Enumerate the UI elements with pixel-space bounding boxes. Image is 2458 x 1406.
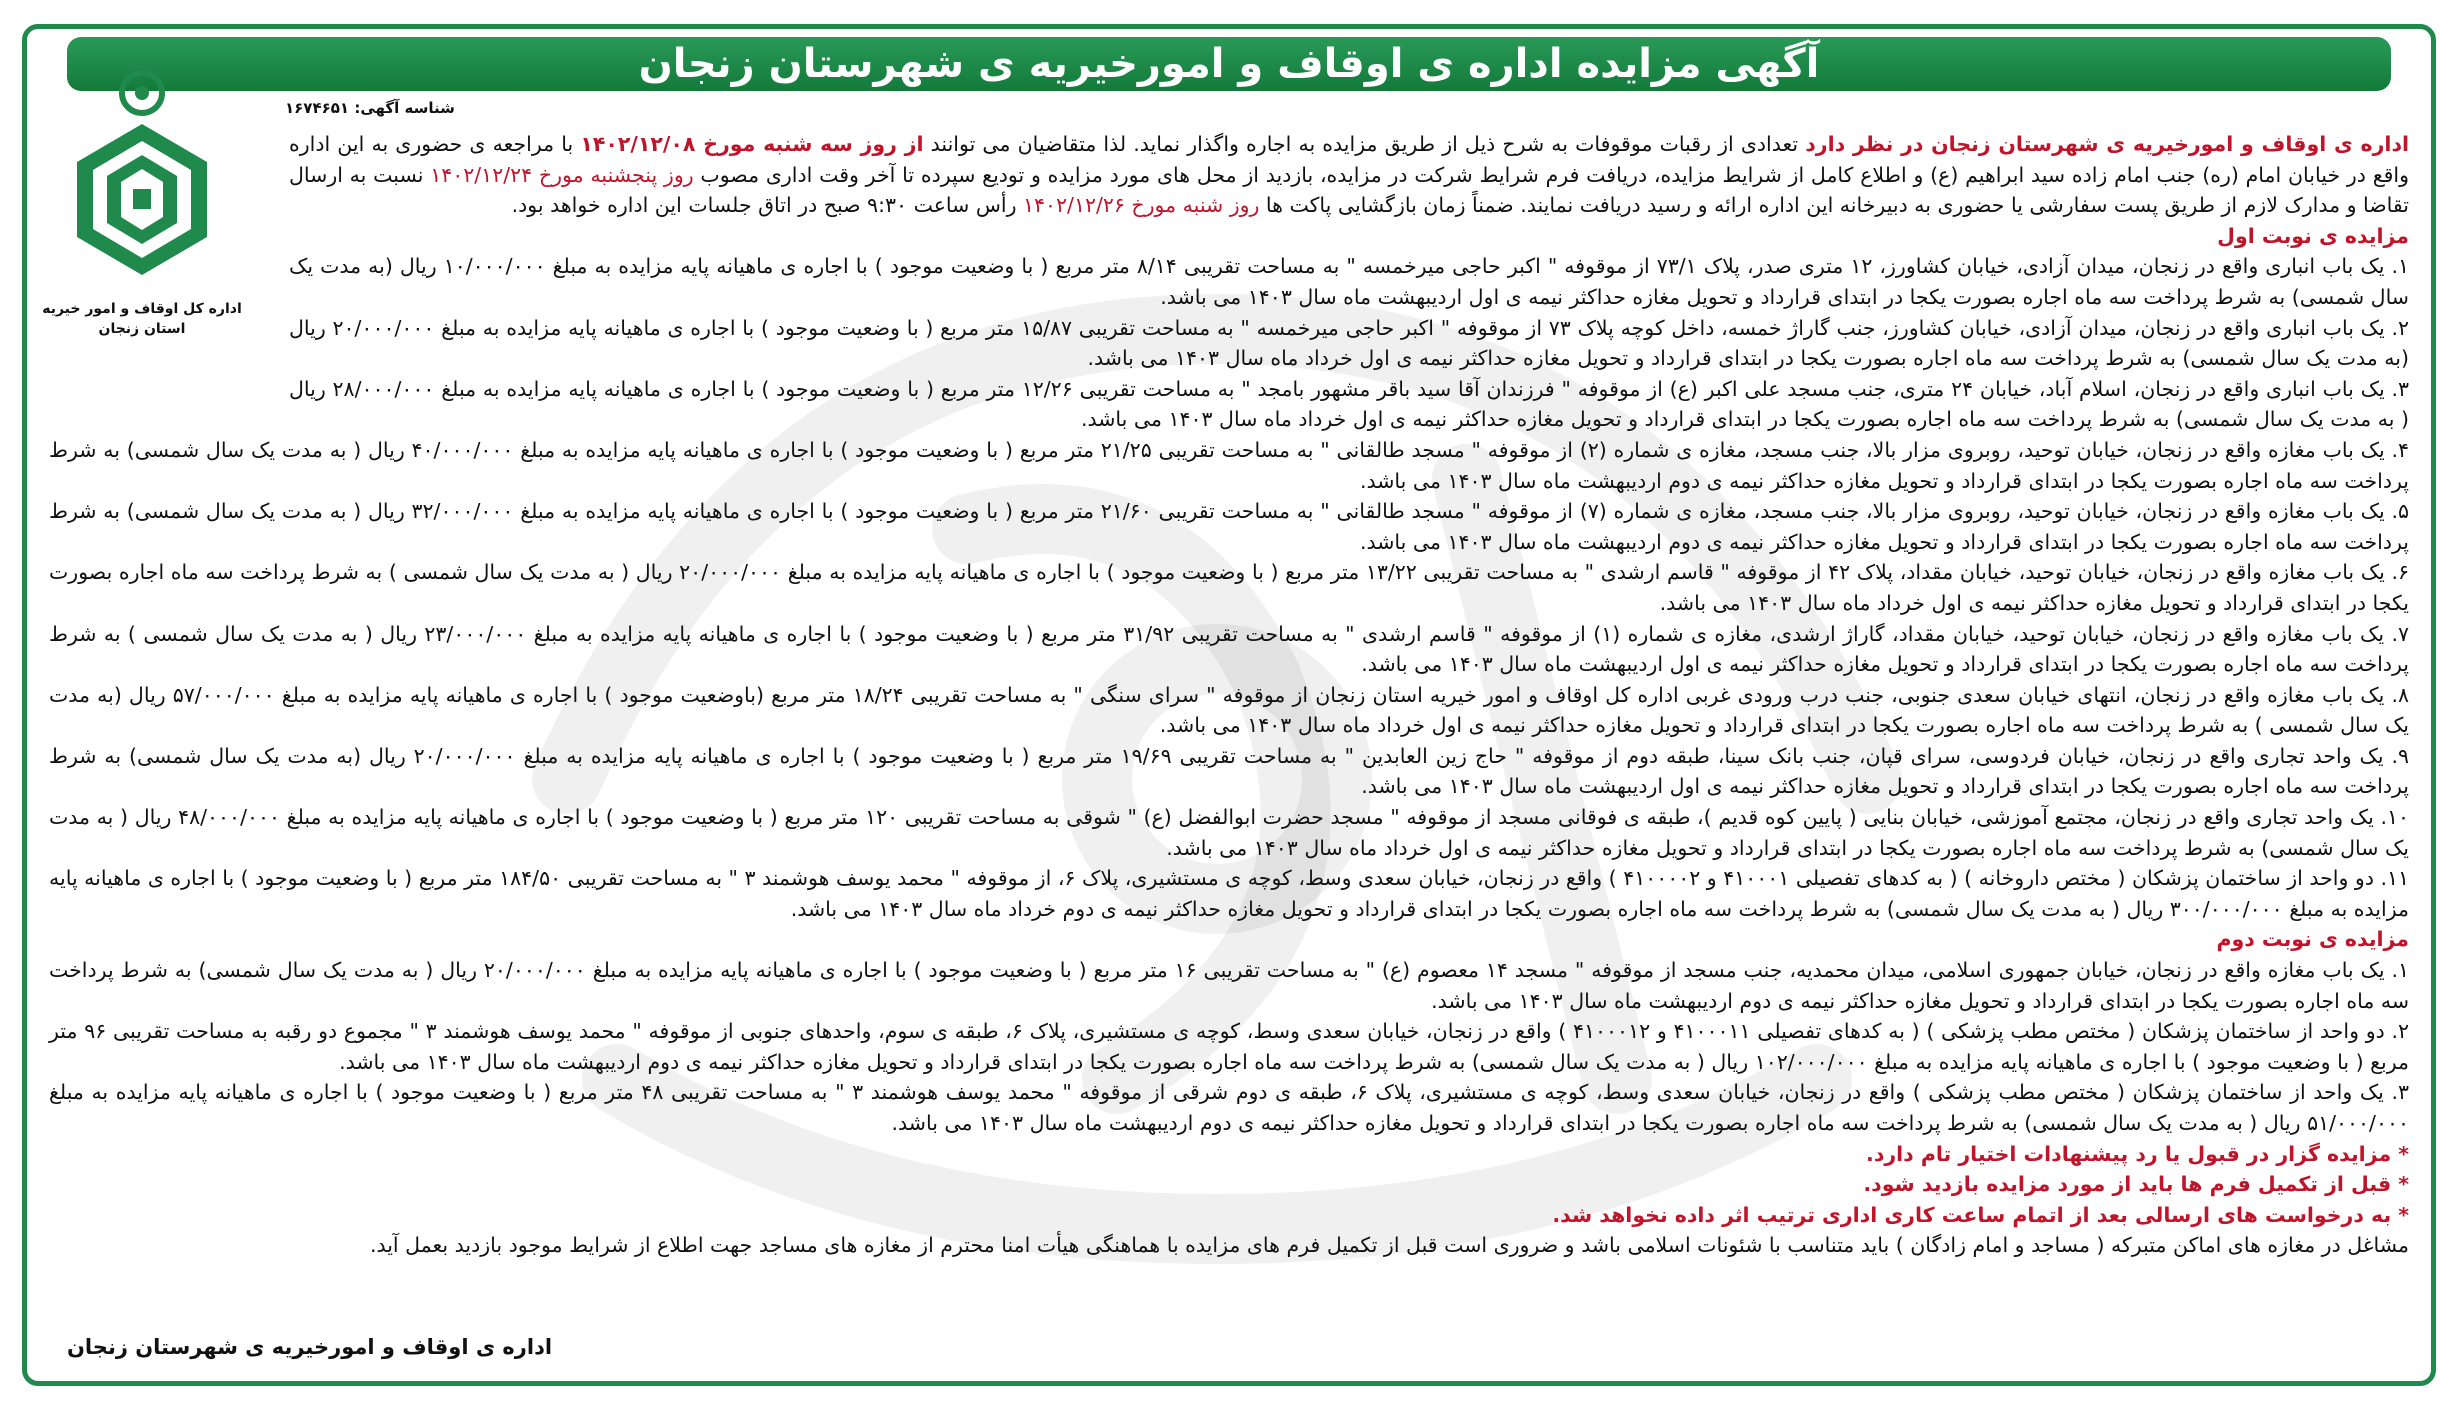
round-1-item: ۴. یک باب مغازه واقع در زنجان، خیابان توحید، روبروی مزار بالا، جنب مسجد، مغازه ی شماره (۲) از موقوفه " مسجد طالقانی " به مساحت تقریبی ۲۱/۲۵ متر مربع ( با وضعیت موجود ) با اجاره ی ماهیانه پایه مزایده به مبلغ ۴۰/۰۰۰/۰۰۰ ریال ( به مدت یک سال شمسی) به شرط پرداخت سه ماه اجاره بصورت یکجا در ابتدای قرارداد و تحویل مغازه حداکثر نیمه ی دوم اردیبهشت ماه سال ۱۴۰۳ می باشد. (49, 437, 2409, 493)
intro-start-date: از روز سه شنبه مورخ ۱۴۰۲/۱۲/۰۸ (580, 132, 924, 156)
ad-title-banner (67, 37, 2391, 91)
ad-frame (22, 24, 2436, 1386)
round-1-item: ۷. یک باب مغازه واقع در زنجان، خیابان توحید، خیابان مقداد، گاراژ ارشدی، مغازه ی شماره (۱) از موقوفه " قاسم ارشدی " به مساحت تقریبی ۳۱/۹۲ متر مربع ( با وضعیت موجود ) با اجاره ی ماهیانه پایه مزایده به مبلغ ۲۳/۰۰۰/۰۰۰ ریال ( به مدت یک سال شمسی ) به شرط پرداخت سه ماه اجاره بصورت یکجا در ابتدای قرارداد و تحویل مغازه حداکثر نیمه ی اول اردیبهشت ماه سال ۱۴۰۳ می باشد. (49, 621, 2409, 677)
intro-paragraph: اداره ی اوقاف و امورخیریه ی شهرستان زنجان در نظر دارد تعدادی از رقبات موقوفات به شرح ذیل از طریق مزایده به اجاره واگذار نماید. لذا متقاضیان می توانند از روز سه شنبه مورخ ۱۴۰۲/۱۲/۰۸ با مراجعه ی حضوری به این اداره واقع در خیابان امام (ره) جنب امام زاده سید ابراهیم (ع) و اطلاع کامل از شرایط مزایده، دریافت فرم شرایط شرکت در مزایده، بازدید از محل های مورد مزایده و تودیع سپرده تا آخر وقت اداری مصوب روز پنجشنبه مورخ ۱۴۰۲/۱۲/۲۴ نسبت به ارسال تقاضا و مدارک لازم از طریق پست سفارشی یا حضوری به دبیرخانه این اداره ارائه و رسید دریافت نمایند. ضمناً زمان بازگشایی پاکت ها روز شنبه مورخ ۱۴۰۲/۱۲/۲۶ رأس ساعت ۹:۳۰ صبح در اتاق جلسات این اداره خواهد بود. (289, 132, 2410, 218)
round-1-item: ۸. یک باب مغازه واقع در زنجان، انتهای خیابان سعدی جنوبی، جنب درب ورودی غربی اداره کل اوقاف و امور خیریه استان زنجان از موقوفه " سرای سنگی " به مساحت تقریبی ۱۸/۲۴ متر مربع (باوضعیت موجود ) با اجاره ی ماهیانه پایه مزایده به مبلغ ۵۷/۰۰۰/۰۰۰ ریال (به مدت یک سال شمسی ) به شرط پرداخت سه ماه اجاره بصورت یکجا در ابتدای قرارداد و تحویل مغازه حداکثر نیمه ی اول خرداد ماه سال ۱۴۰۳ می باشد. (49, 682, 2409, 738)
round-1-item: ۱۱. دو واحد از ساختمان پزشکان ( مختص داروخانه ) ( به کدهای تفصیلی ۴۱۰۰۰۱ و ۴۱۰۰۰۰۲ ) واقع در زنجان، خیابان سعدی وسط، کوچه ی مستشیری، پلاک ۶، از موقوفه " محمد یوسف هوشمند ۳ " به مساحت تقریبی ۱۸۴/۵۰ متر مربع ( با وضعیت موجود ) با اجاره ی ماهیانه پایه مزایده به مبلغ ۳۰۰/۰۰۰/۰۰۰ ریال ( به مدت یک سال شمسی) به شرط پرداخت سه ماه اجاره بصورت یکجا در ابتدای قرارداد و تحویل مغازه حداکثر نیمه ی دوم خرداد ماه سال ۱۴۰۳ می باشد. (49, 866, 2410, 921)
logo-caption-line-2: استان زنجان (98, 321, 186, 337)
intro-opening-date: روز شنبه مورخ ۱۴۰۲/۱۲/۲۶ (1023, 193, 1260, 218)
ad-id: شناسه آگهی: ۱۶۷۴۶۵۱ (285, 99, 455, 117)
intro-org: اداره ی اوقاف و امورخیریه ی شهرستان زنجان در نظر دارد (1805, 132, 2410, 156)
logo-caption-line-1: اداره کل اوقاف و امور خیریه (42, 301, 242, 317)
round-1-item: ۵. یک باب مغازه واقع در زنجان، خیابان توحید، روبروی مزار بالا، جنب مسجد، مغازه ی شماره (۷) از موقوفه " مسجد طالقانی " به مساحت تقریبی ۲۱/۶۰ متر مربع ( با وضعیت موجود ) با اجاره ی ماهیانه پایه مزایده به مبلغ ۳۲/۰۰۰/۰۰۰ ریال ( به مدت یک سال شمسی) به شرط پرداخت سه ماه اجاره بصورت یکجا در ابتدای قرارداد و تحویل مغازه حداکثر نیمه ی دوم اردیبهشت ماه سال ۱۴۰۳ می باشد. (49, 499, 2409, 554)
ad-title: آگهی مزایده اداره ی اوقاف و امورخیریه ی شهرستان زنجان (638, 41, 1820, 87)
note: * به درخواست های ارسالی بعد از اتمام ساعت کاری اداری ترتیب اثر داده نخواهد شد. (1552, 1202, 2409, 1227)
round-2-item: ۳. یک واحد از ساختمان پزشکان ( مختص مطب پزشکی ) واقع در زنجان، خیابان سعدی وسط، کوچه ی مستشیری، پلاک ۶، طبقه ی دوم شرقی از موقوفه " محمد یوسف هوشمند ۳ " به مساحت تقریبی ۴۸ متر مربع ( با وضعیت موجود ) با اجاره ی ماهیانه پایه مزایده به مبلغ ۵۱/۰۰۰/۰۰۰ ریال ( به مدت یک سال شمسی) به شرط پرداخت سه ماه اجاره بصورت یکجا در ابتدای قرارداد و تحویل مغازه حداکثر نیمه ی دوم اردیبهشت ماه سال ۱۴۰۳ می باشد. (49, 1080, 2409, 1135)
round-1-item: ۶. یک باب مغازه واقع در زنجان، خیابان توحید، خیابان مقداد، پلاک ۴۲ از موقوفه " قاسم ارشدی " به مساحت تقریبی ۱۳/۲۲ متر مربع ( با وضعیت موجود ) با اجاره ی ماهیانه پایه مزایده به مبلغ ۲۰/۰۰۰/۰۰۰ ریال ( به مدت یک سال شمسی ) به شرط پرداخت سه ماه اجاره بصورت یکجا در ابتدای قرارداد و تحویل مغازه حداکثر نیمه ی اول خرداد ماه سال ۱۴۰۳ می باشد. (49, 560, 2409, 615)
round-1-heading: مزایده ی نوبت اول (2217, 223, 2409, 248)
round-1-item: ۱. یک باب انباری واقع در زنجان، میدان آزادی، خیابان کشاورز، ۱۲ متری صدر، پلاک ۷۳/۱ از موقوفه " اکبر حاجی میرخمسه " به مساحت تقریبی ۸/۱۴ متر مربع ( با وضعیت موجود ) با اجاره ی ماهیانه پایه مزایده به مبلغ ۱۰/۰۰۰/۰۰۰ ریال (به مدت یک سال شمسی) به شرط پرداخت سه ماه اجاره بصورت یکجا در ابتدای قرارداد و تحویل مغازه حداکثر نیمه ی اول اردیبهشت ماه سال ۱۴۰۳ می باشد. (289, 254, 2409, 309)
closing-paragraph: مشاغل در مغازه های اماکن متبرکه ( مساجد و امام زادگان ) باید متناسب با شئونات اسلامی باشد و ضروری است قبل از تکمیل فرم های مزایده با هماهنگی هیأت امنا محترم از مغازه های مساجد جهت اطلاع از شرایط موجود بازدید بعمل آید. (369, 1233, 2409, 1258)
round-1-item: ۱۰. یک واحد تجاری واقع در زنجان، مجتمع آموزشی، خیابان بنایی ( پایین کوه قدیم )، طبقه ی فوقانی مسجد از موقوفه " مسجد حضرت ابوالفضل (ع) " شوقی به مساحت تقریبی ۱۲۰ متر مربع ( با وضعیت موجود ) با اجاره ی ماهیانه پایه مزایده به مبلغ ۴۸/۰۰۰/۰۰۰ ریال ( به مدت یک سال شمسی) به شرط پرداخت سه ماه اجاره بصورت یکجا در ابتدای قرارداد و تحویل مغازه حداکثر نیمه ی اول خرداد ماه سال ۱۴۰۳ می باشد. (49, 805, 2410, 860)
round-1-item: ۲. یک باب انباری واقع در زنجان، میدان آزادی، خیابان کشاورز، جنب گاراژ خمسه، داخل کوچه پلاک ۷۳ از موقوفه " اکبر حاجی میرخمسه " به مساحت تقریبی ۱۵/۸۷ متر مربع ( با وضعیت موجود ) با اجاره ی ماهیانه پایه مزایده به مبلغ ۲۰/۰۰۰/۰۰۰ ریال (به مدت یک سال شمسی) به شرط پرداخت سه ماه اجاره بصورت یکجا در ابتدای قرارداد و تحویل مغازه حداکثر نیمه ی اول خرداد ماه سال ۱۴۰۳ می باشد. (289, 315, 2409, 371)
note: * قبل از تکمیل فرم ها باید از مورد مزایده بازدید شود. (1863, 1172, 2409, 1197)
round-1-item: ۹. یک واحد تجاری واقع در زنجان، خیابان فردوسی، سرای قپان، جنب بانک سینا، طبقه دوم از موقوفه " حاج زین العابدین " به مساحت تقریبی ۱۹/۶۹ متر مربع ( با وضعیت موجود ) با اجاره ی ماهیانه پایه مزایده به مبلغ ۲۰/۰۰۰/۰۰۰ ریال (به مدت یک سال شمسی) به شرط پرداخت سه ماه اجاره بصورت یکجا در ابتدای قرارداد و تحویل مغازه حداکثر نیمه ی اول اردیبهشت ماه سال ۱۴۰۳ می باشد. (49, 743, 2410, 799)
round-2-item: ۱. یک باب مغازه واقع در زنجان، خیابان جمهوری اسلامی، میدان محمدیه، جنب مسجد از موقوفه " مسجد ۱۴ معصوم (ع) " به مساحت تقریبی ۱۶ متر مربع ( با وضعیت موجود ) با اجاره ی ماهیانه پایه مزایده به مبلغ ۲۰/۰۰۰/۰۰۰ ریال ( به مدت یک سال شمسی) به شرط پرداخت سه ماه اجاره بصورت یکجا در ابتدای قرارداد و تحویل مغازه حداکثر نیمه ی دوم اردیبهشت ماه سال ۱۴۰۳ می باشد. (49, 958, 2409, 1013)
ad-body (49, 129, 2409, 1321)
intro-deadline-date: روز پنجشنبه مورخ ۱۴۰۲/۱۲/۲۴ (430, 162, 694, 187)
round-2-heading: مزایده ی نوبت دوم (2216, 927, 2409, 952)
round-2-item: ۲. دو واحد از ساختمان پزشکان ( مختص مطب پزشکی ) ( به کدهای تفصیلی ۴۱۰۰۰۱۱ و ۴۱۰۰۰۱۲ ) واقع در زنجان، خیابان سعدی وسط، کوچه ی مستشیری، پلاک ۶، طبقه ی سوم، واحدهای جنوبی از موقوفه " محمد یوسف هوشمند ۳ " مجموع دو رقبه به مساحت تقریبی ۹۶ متر مربع ( با وضعیت موجود ) با اجاره ی ماهیانه پایه مزایده به مبلغ ۱۰۲/۰۰۰/۰۰۰ ریال ( به مدت یک سال شمسی) به شرط پرداخت سه ماه اجاره بصورت یکجا در ابتدای قرارداد و تحویل مغازه حداکثر نیمه ی دوم اردیبهشت ماه سال ۱۴۰۳ می باشد. (49, 1019, 2410, 1074)
cropped-previous-ad-strip (0, 0, 2458, 20)
round-1-item: ۳. یک باب انباری واقع در زنجان، اسلام آباد، خیابان ۲۴ متری، جنب مسجد علی اکبر (ع) از موقوفه " فرزندان آقا سید باقر مشهور بامجد " به مساحت تقریبی ۱۲/۲۶ متر مربع ( با وضعیت موجود ) با اجاره ی ماهیانه پایه مزایده به مبلغ ۲۸/۰۰۰/۰۰۰ ریال ( به مدت یک سال شمسی) به شرط پرداخت سه ماه اجاره بصورت یکجا در ابتدای قرارداد و تحویل مغازه حداکثر نیمه ی اول خرداد ماه سال ۱۴۰۳ می باشد. (289, 376, 2410, 432)
signature: اداره ی اوقاف و امورخیریه ی شهرستان زنجان (67, 1335, 553, 1359)
notes-list (49, 1139, 2409, 1231)
note: * مزایده گزار در قبول یا رد پیشنهادات اختیار تام دارد. (1866, 1141, 2409, 1166)
